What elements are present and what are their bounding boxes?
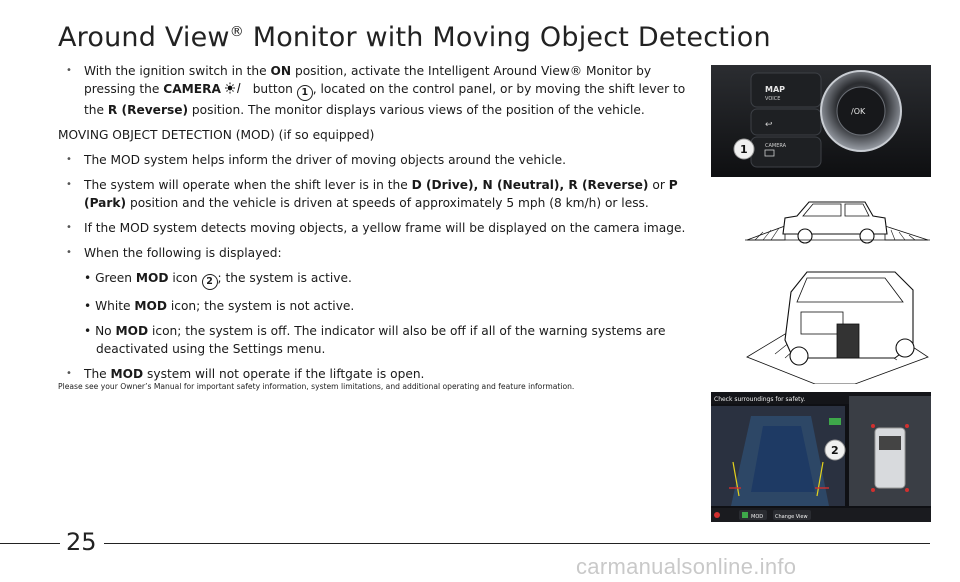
footer-rule-right bbox=[104, 543, 930, 544]
voice-label: VOICE bbox=[765, 96, 781, 102]
callout-2-icon: 2 bbox=[202, 274, 218, 290]
monitor-banner: Check surroundings for safety. bbox=[714, 396, 806, 403]
bullet-activation: • With the ignition switch in the ON position, activate the Intelligent Around View® Monitor by pressing the CAMERA button 1 , located on the control panel, or by moving the shift lever to the R (Reverse) position. The monitor displays various views of the position of the vehicle. bbox=[58, 62, 698, 119]
bullet-liftgate: • The MOD system will not operate if the liftgate is open. bbox=[58, 365, 698, 383]
disclaimer-note: Please see your Owner’s Manual for important safety information, system limitations, and additional operating and feature information. bbox=[58, 382, 575, 391]
camera-dot-icon bbox=[714, 512, 720, 518]
callout-2-badge: 2 bbox=[831, 444, 839, 457]
callout-1-badge: 1 bbox=[740, 143, 748, 156]
mod-indicator bbox=[829, 418, 841, 425]
bullet-mod-display: • When the following is displayed: bbox=[58, 244, 698, 262]
sub-no-mod-cont: deactivated using the Settings menu. bbox=[96, 342, 326, 356]
control-panel-photo bbox=[711, 65, 931, 177]
mod-green-icon bbox=[742, 512, 748, 518]
sub-white-mod: • White MOD icon; the system is not active. bbox=[84, 299, 355, 313]
mod-button-label: MOD bbox=[751, 514, 764, 520]
camera-label: CAMERA bbox=[765, 143, 787, 149]
watermark: carmanualsonline.info bbox=[576, 554, 797, 579]
sub-green-mod: • Green MOD icon 2 ; the system is active. bbox=[58, 269, 698, 290]
bullet-mod-info: • The MOD system helps inform the driver of moving objects around the vehicle. bbox=[58, 151, 698, 169]
vehicle-rear-diagram bbox=[745, 262, 930, 384]
page-number: 25 bbox=[66, 528, 97, 556]
sub-no-mod: • No MOD icon; the system is off. The indicator will also be off if all of the warning systems are bbox=[84, 324, 666, 338]
footer-rule-left bbox=[0, 543, 60, 544]
ok-label: /OK bbox=[851, 107, 866, 116]
section-heading-mod: MOVING OBJECT DETECTION (MOD) (if so equipped) bbox=[58, 128, 375, 142]
map-label: MAP bbox=[765, 85, 786, 94]
day-night-icon bbox=[225, 82, 249, 94]
bullet-mod-operation: • The system will operate when the shift lever is in the D (Drive), N (Neutral), R (Reverse) or P (Park) position and the vehicle is driven at speeds of approximately 5 mph (8 km/h) or less. bbox=[58, 176, 698, 212]
around-view-monitor-screen bbox=[711, 392, 931, 522]
bullet-mod-yellow-frame: • If the MOD system detects moving objects, a yellow frame will be displayed on the camera image. bbox=[58, 219, 698, 237]
back-icon: ↩ bbox=[765, 120, 773, 130]
page-title: Around View® Monitor with Moving Object Detection bbox=[58, 22, 771, 53]
vehicle-side-diagram bbox=[745, 190, 930, 250]
change-view-label: Change View bbox=[775, 514, 808, 520]
body-text bbox=[58, 62, 698, 390]
callout-1-icon: 1 bbox=[297, 85, 313, 101]
